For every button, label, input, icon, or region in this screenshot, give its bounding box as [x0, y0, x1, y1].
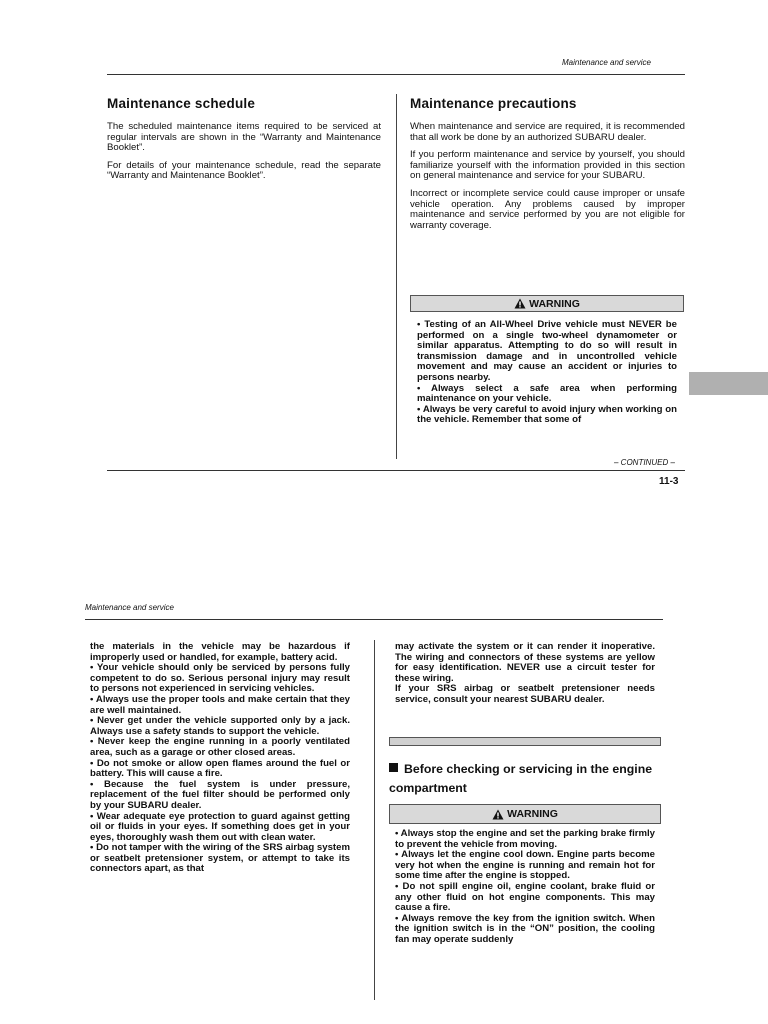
warning-item: • Always use the proper tools and make certain that they are well maintained.: [90, 693, 350, 716]
warning-triangle-icon: [514, 298, 526, 309]
warning-box-bottom-edge: [389, 737, 661, 746]
warning-banner-bottom: [389, 804, 661, 824]
precautions-paragraph-1: When maintenance and service are required, it is recommended that all work be done by an authorized SUBARU dealer.: [410, 121, 685, 143]
running-header-top: Maintenance and service: [562, 58, 651, 67]
right-column-top: [410, 96, 685, 238]
warning-item: • Always remove the key from the ignition switch. When the ignition switch is in the “ON” position, the cooling fan may operate suddenly: [395, 912, 655, 945]
running-header-bottom: Maintenance and service: [85, 603, 174, 612]
warning-item: • Because the fuel system is under pressure, replacement of the fuel filter should be performed only by your SUBARU dealer.: [90, 778, 350, 811]
warning-item: • Always stop the engine and set the parking brake firmly to prevent the vehicle from moving.: [395, 828, 655, 850]
maintenance-schedule-heading: Maintenance schedule: [107, 96, 256, 111]
warning-banner-top: [410, 295, 684, 312]
warning-item: • Do not tamper with the wiring of the SRS airbag system or seatbelt pretensioner system, or attempt to take its connectors apart, as that: [90, 842, 350, 875]
schedule-paragraph-1: The scheduled maintenance items required to be serviced at regular intervals are shown in the “Warranty and Maintenance Booklet”.: [107, 121, 381, 154]
left-column-top: [107, 96, 381, 189]
footer-rule-top: [107, 470, 685, 471]
header-rule-bottom: [85, 619, 663, 620]
warning-triangle-icon: [492, 809, 504, 820]
warning-item: • Always let the engine cool down. Engine parts become very hot when the engine is running and remain hot for some time after the engine is stopped.: [395, 849, 655, 882]
warning-label: WARNING: [529, 297, 580, 310]
column-divider-top: [396, 94, 397, 459]
header-rule-top: [107, 74, 685, 75]
left-column-bottom: [90, 642, 350, 875]
section-tab: [689, 372, 768, 395]
warning-item: • Your vehicle should only be serviced by persons fully competent to do so. Serious personal injury may result to persons not experienced in servicing vehicles.: [90, 662, 350, 695]
warning-list-bottom: [395, 829, 655, 946]
warning-item: • Always select a safe area when performing maintenance on your vehicle.: [417, 382, 677, 405]
warning-list-top: [417, 320, 677, 426]
warning-item: • Do not spill engine oil, engine coolant, brake fluid or any other fluid on hot engine components. This may cause a fire.: [395, 880, 655, 914]
engine-compartment-heading: Before checking or servicing in the engine compartment: [389, 762, 653, 795]
warning-item: the materials in the vehicle may be hazardous if improperly used or handled, for example, battery acid.: [90, 641, 350, 663]
right-column-bottom: [395, 642, 655, 706]
warning-item: • Wear adequate eye protection to guard against getting oil or fluids in your eyes. If something does get in your eyes, thoroughly wash them out with clean water.: [90, 810, 350, 843]
warning-item: • Testing of an All-Wheel Drive vehicle must NEVER be performed on a single two-wheel dynamometer or similar apparatus. Attempting to do so will result in transmission damage and in uncontrolled vehicle movement and may cause an accident or injuries to persons nearby.: [417, 319, 677, 383]
warning-item: If your SRS airbag or seatbelt pretensioner needs service, consult your nearest SUBARU dealer.: [395, 683, 655, 705]
continued-marker: – CONTINUED –: [614, 458, 675, 467]
precautions-paragraph-3: Incorrect or incomplete service could cause improper or unsafe vehicle operation. Any problems caused by improper maintenance and service performed by you are not eligible for warranty coverage.: [410, 187, 685, 231]
warning-item: • Do not smoke or allow open flames around the fuel or battery. This will cause a fire.: [90, 757, 350, 780]
precautions-paragraph-2: If you perform maintenance and service by yourself, you should familiarize yourself with the information provided in this section on general maintenance and service for your SUBARU.: [410, 149, 685, 182]
maintenance-precautions-heading: Maintenance precautions: [410, 96, 577, 111]
column-divider-bottom: [374, 640, 375, 1000]
warning-item: may activate the system or it can render it inoperative. The wiring and connectors of these systems are yellow for easy identification. NEVER use a circuit tester for these wiring.: [395, 641, 655, 684]
square-bullet-icon: [389, 763, 398, 772]
warning-label: WARNING: [507, 808, 558, 820]
schedule-paragraph-2: For details of your maintenance schedule, read the separate “Warranty and Maintenance Booklet”.: [107, 159, 381, 182]
page-number-top: 11-3: [659, 476, 679, 487]
warning-item: • Never keep the engine running in a poorly ventilated area, such as a garage or other closed areas.: [90, 736, 350, 758]
section-heading-engine: [389, 760, 665, 798]
warning-item: • Never get under the vehicle supported only by a jack. Always use a safety stands to support the vehicle.: [90, 715, 350, 737]
warning-item: • Always be very careful to avoid injury when working on the vehicle. Remember that some of: [417, 403, 677, 426]
